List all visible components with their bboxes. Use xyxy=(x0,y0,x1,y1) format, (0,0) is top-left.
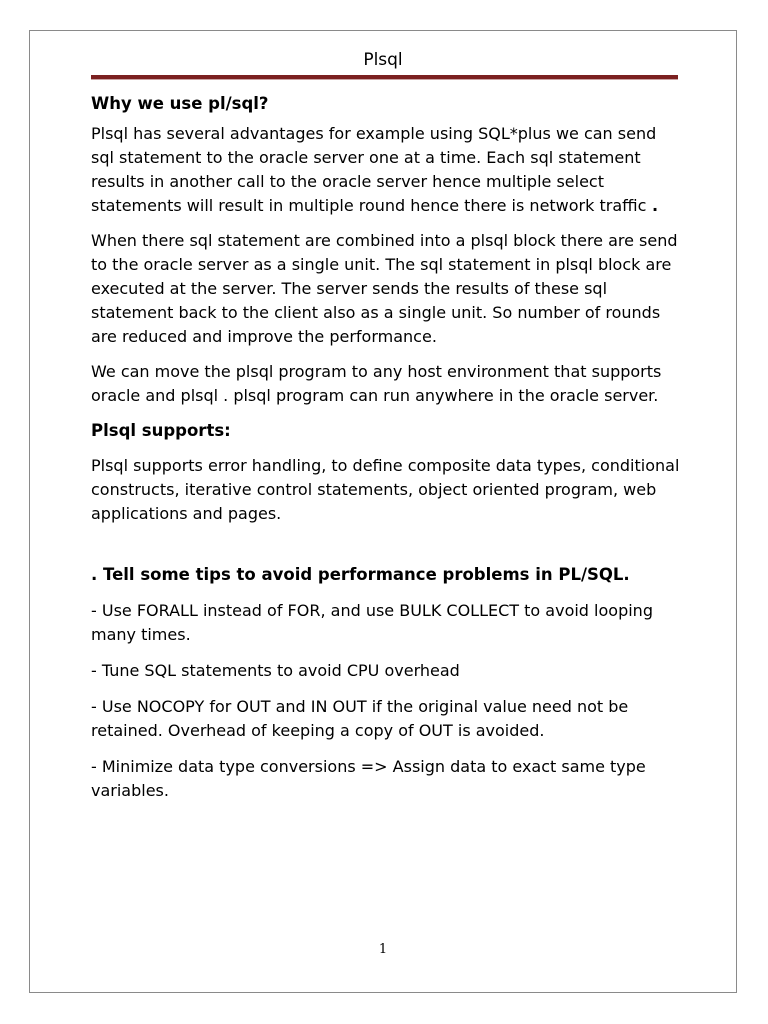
page-header-title: Plsql xyxy=(363,50,403,70)
heading-plsql-supports: Plsql supports: xyxy=(91,421,231,440)
paragraph-supports: Plsql supports error handling, to define composite data types, conditional constructs, iterative control statements, object oriented program, web applications and pages. xyxy=(91,456,680,523)
document-body xyxy=(91,92,681,815)
tip-item: - Use NOCOPY for OUT and IN OUT if the original value need not be retained. Overhead of keeping a copy of OUT is avoided. xyxy=(91,697,629,740)
paragraph-portability: We can move the plsql program to any host environment that supports oracle and plsql . plsql program can run anywhere in the oracle server. xyxy=(91,362,662,405)
document-page xyxy=(29,30,737,993)
paragraph-advantages-end: . xyxy=(646,196,659,215)
header-divider xyxy=(91,75,678,80)
heading-performance-tips: . Tell some tips to avoid performance problems in PL/SQL. xyxy=(91,565,630,584)
paragraph-advantages xyxy=(91,122,681,218)
tip-item: - Tune SQL statements to avoid CPU overhead xyxy=(91,661,460,680)
paragraph-block-execution: When there sql statement are combined into a plsql block there are send to the oracle server as a single unit. The sql statement in plsql block are executed at the server. The server sends the results of these sql statement back to the client also as a single unit. So number of rounds are reduced and improve the performance. xyxy=(91,231,678,346)
paragraph-advantages-text: Plsql has several advantages for example using SQL*plus we can send sql statement to the oracle server one at a time. Each sql statement results in another call to the oracle server hence multiple select statements will result in multiple round hence there is network traffic xyxy=(91,124,657,215)
tip-item: - Minimize data type conversions => Assign data to exact same type variables. xyxy=(91,757,646,800)
heading-why-plsql: Why we use pl/sql? xyxy=(91,94,269,113)
page-number: 1 xyxy=(378,942,388,957)
tip-item: - Use FORALL instead of FOR, and use BULK COLLECT to avoid looping many times. xyxy=(91,601,653,644)
